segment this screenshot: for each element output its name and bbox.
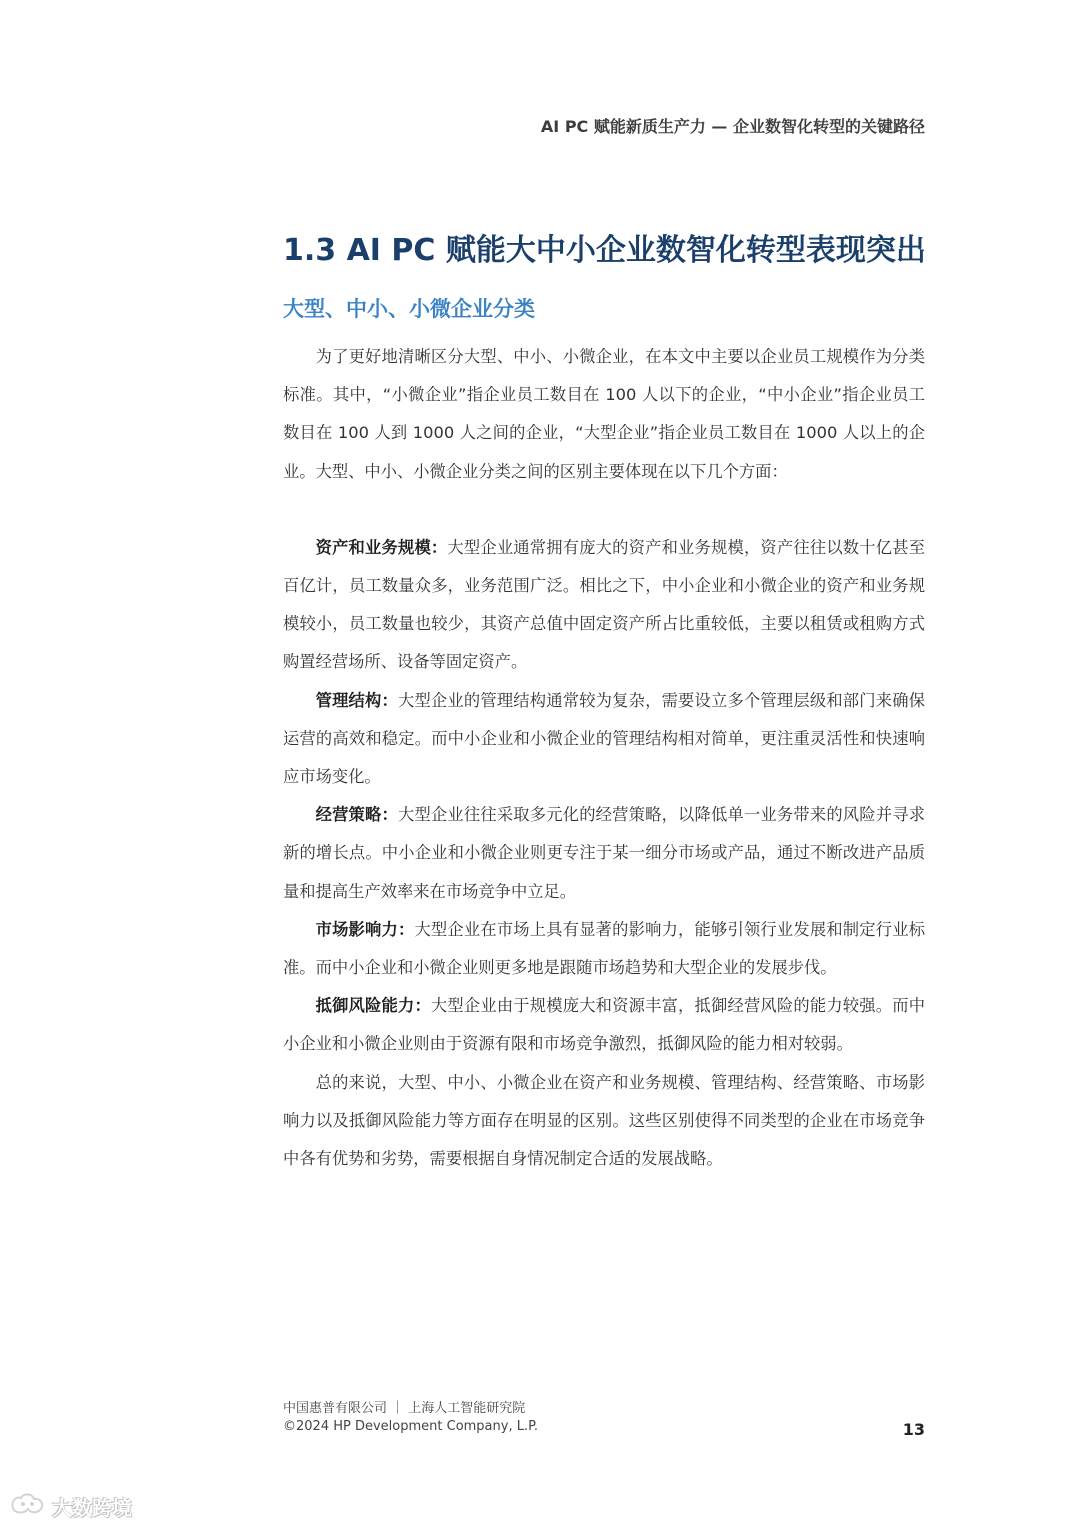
distinction-text: 大型企业由于规模庞大和资源丰富，抵御经营风险的能力较强。而中小企业和小微企业则由于资源有限和市场竞争激烈，抵御风险的能力相对较弱。 [283,996,925,1054]
running-header: AI PC 赋能新质生产力 — 企业数智化转型的关键路径 [540,117,925,136]
footer-organizations: 中国惠普有限公司 ｜ 上海人工智能研究院 [283,1401,526,1416]
distinction-term: 资产和业务规模： [315,537,448,557]
watermark-text: 大数跨境 [52,1496,132,1520]
distinction-term: 抵御风险能力： [315,996,431,1016]
distinction-text: 大型企业的管理结构通常较为复杂，需要设立多个管理层级和部门来确保运营的高效和稳定。而中小企业和小微企业的管理结构相对简单，更注重灵活性和快速响应市场变化。 [283,690,925,787]
distinction-text: 大型企业通常拥有庞大的资产和业务规模，资产往往以数十亿甚至百亿计，员工数量众多，业务范围广泛。相比之下，中小企业和小微企业的资产和业务规模较小，员工数量也较少，其资产总值中固定资产所占比重较低，主要以租赁或租购方式购置经营场所、设备等固定资产。 [283,537,925,672]
distinction-text: 大型企业在市场上具有显著的影响力，能够引领行业发展和制定行业标准。而中小企业和小微企业则更多地是跟随市场趋势和大型企业的发展步伐。 [283,919,925,978]
distinction-strategy [283,796,925,911]
page-number: 13 [902,1420,925,1439]
intro-paragraph: 为了更好地清晰区分大型、中小、小微企业，在本文中主要以企业员工规模作为分类标准。其中，“小微企业”指企业员工数目在 100 人以下的企业，“中小企业”指企业员工数目在 100 人到 1000 人之间的企业，“大型企业”指企业员工数目在 1000 人以上的企业。大型、中小、小微企业分类之间的区别主要体现在以下几个方面： [283,347,925,481]
distinction-asset-scale [283,529,925,682]
distinction-market-influence [283,911,925,987]
conclusion-paragraph: 总的来说，大型、中小、小微企业在资产和业务规模、管理结构、经营策略、市场影响力以及抵御风险能力等方面存在明显的区别。这些区别使得不同类型的企业在市场竞争中各有优势和劣势，需要根据自身情况制定合适的发展战略。 [283,1072,925,1169]
subsection-title: 大型、中小、小微企业分类 [283,297,535,321]
distinction-text: 大型企业往往采取多元化的经营策略，以降低单一业务带来的风险并寻求新的增长点。中小企业和小微企业则更专注于某一细分市场或产品，通过不断改进产品质量和提高生产效率来在市场竞争中立足。 [283,805,925,901]
distinction-risk-resistance [283,987,925,1063]
watermark [8,1490,148,1520]
distinction-management [283,682,925,797]
footer-copyright: ©2024 HP Development Company, L.P. [283,1419,539,1434]
distinction-term: 市场影响力： [315,919,415,939]
distinction-term: 经营策略： [315,805,398,825]
page-content [283,228,925,1178]
section-title: 1.3 AI PC 赋能大中小企业数智化转型表现突出 [283,233,926,268]
distinction-list [283,529,925,1064]
distinction-term: 管理结构： [315,690,398,710]
watermark-logo-icon [8,1492,48,1518]
